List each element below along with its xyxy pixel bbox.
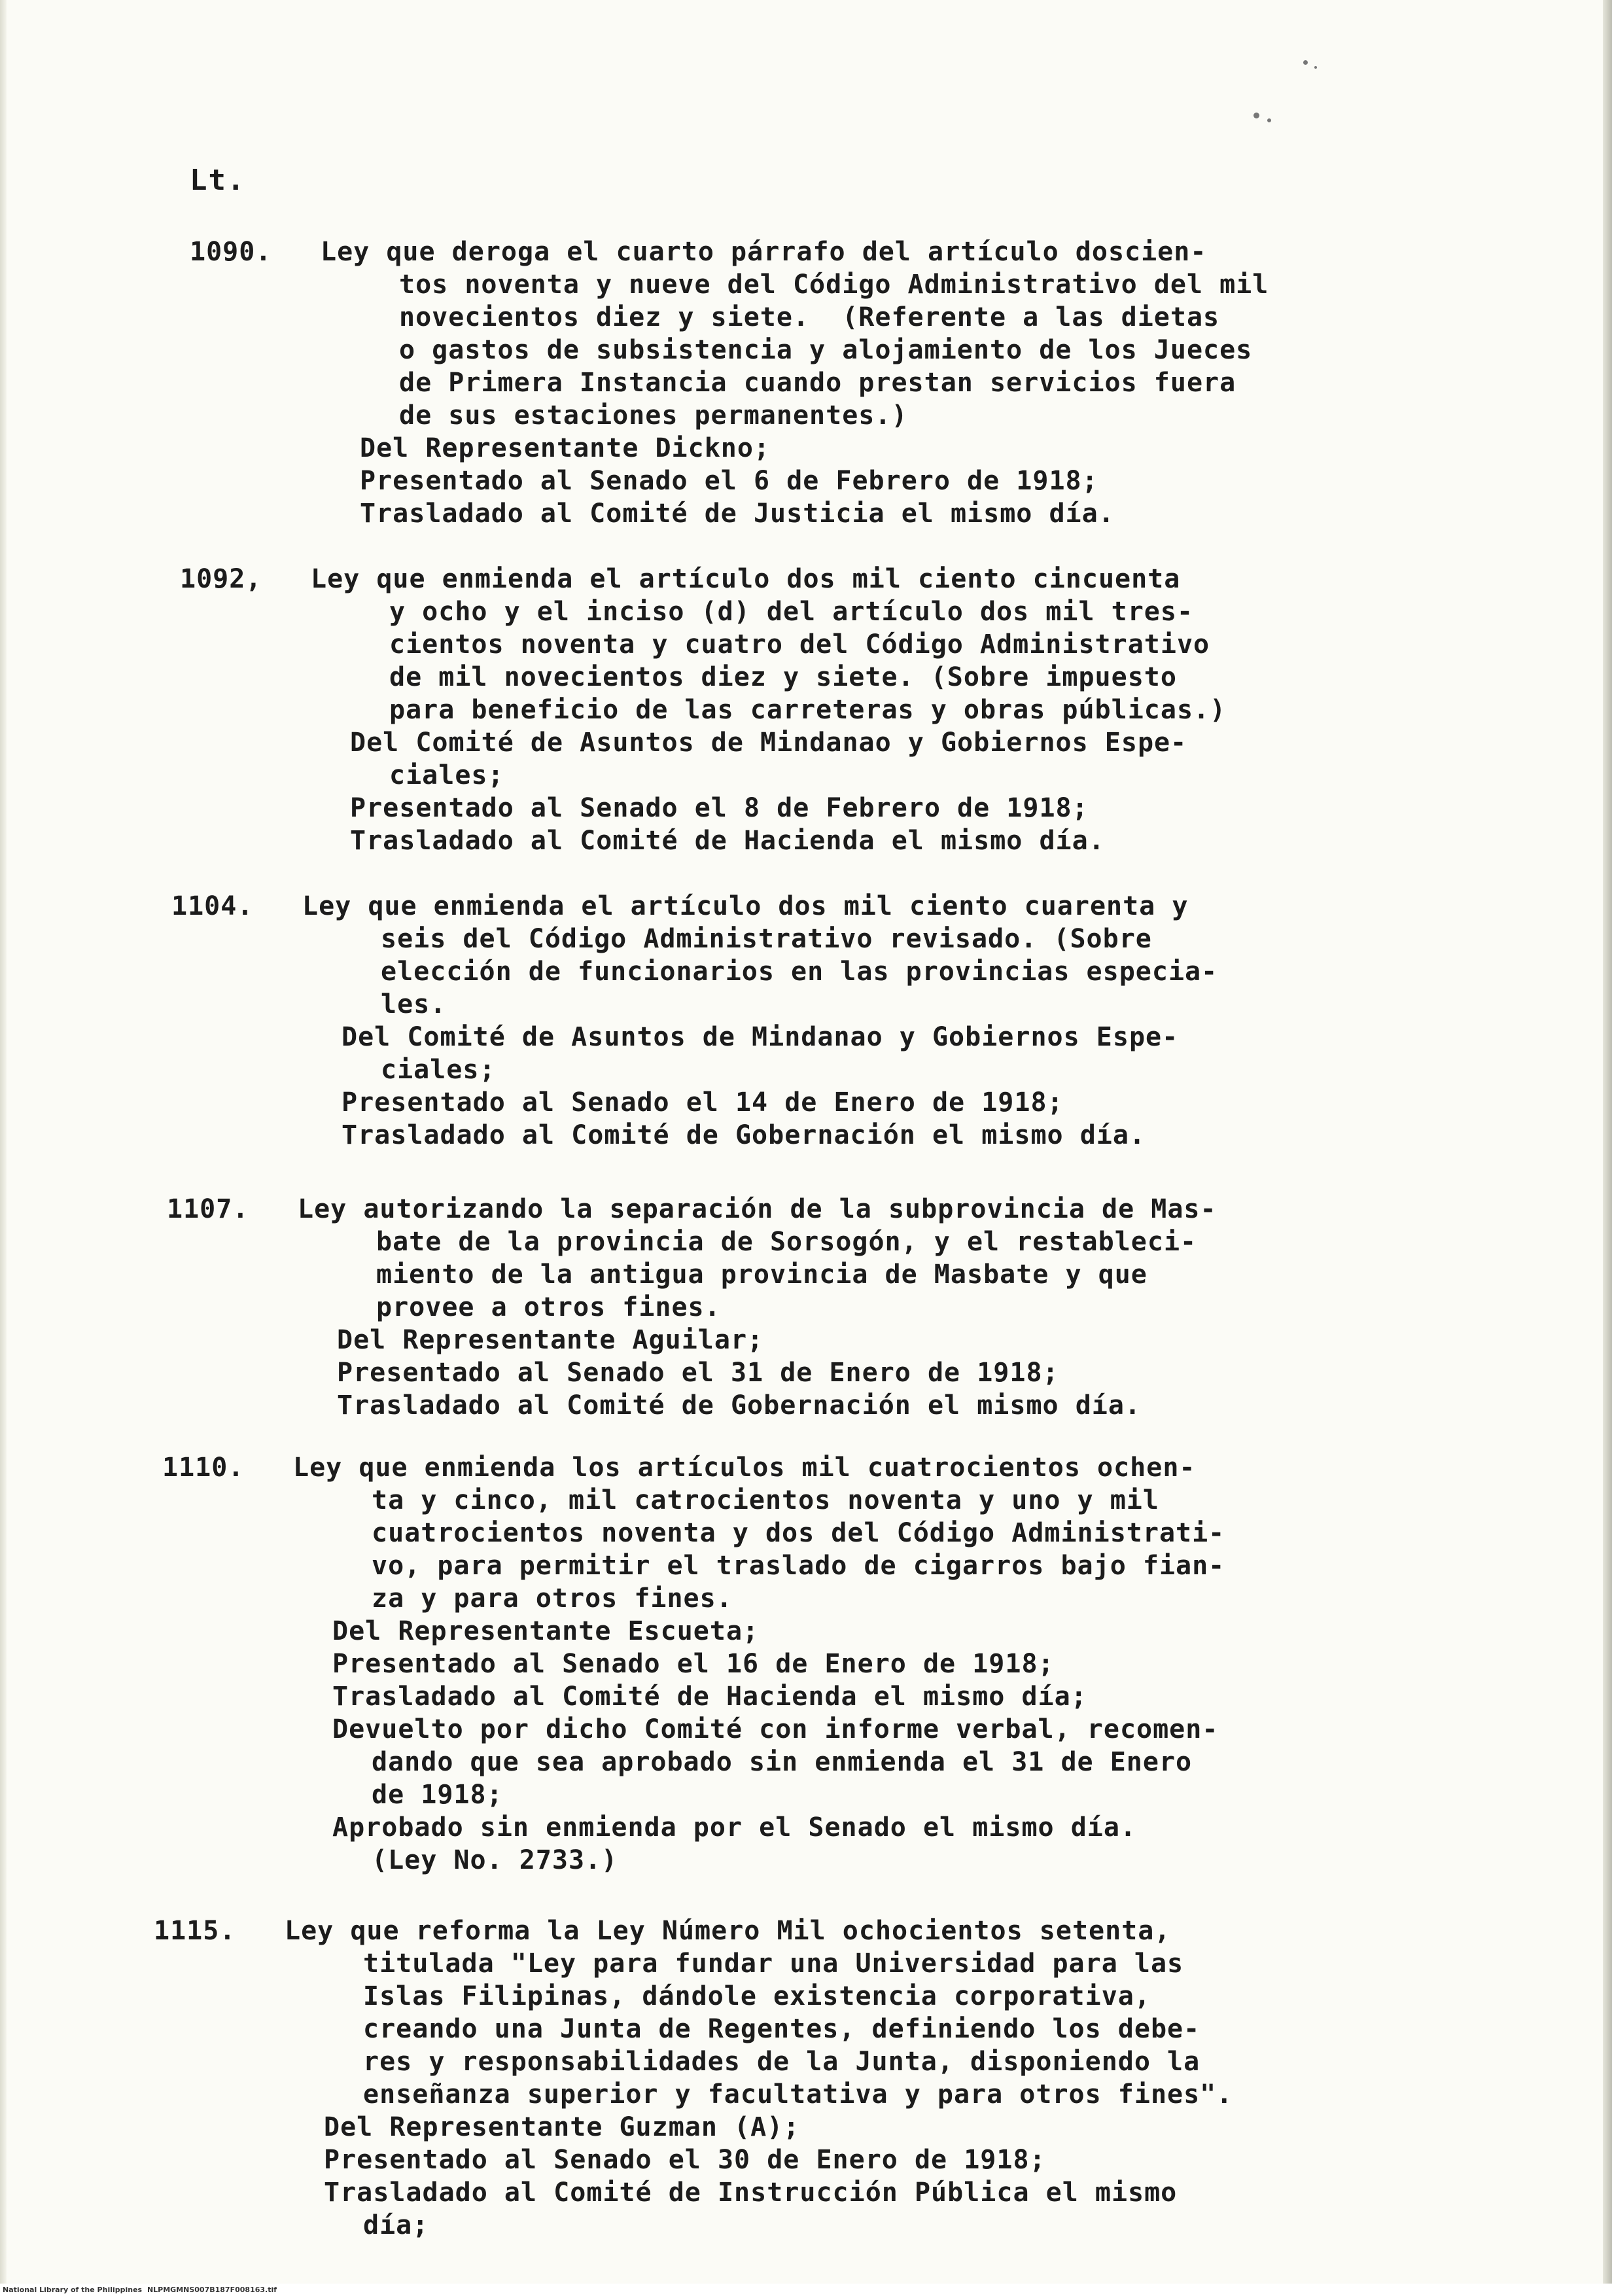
bill-title-line: Ley que reforma la Ley Número Mil ochocientos setenta, <box>285 1916 1171 1946</box>
bill-title-line: les. <box>381 989 447 1019</box>
bill-title-line: vo, para permitir el traslado de cigarros bajo fian- <box>372 1551 1225 1581</box>
bill-title-line: titulada "Ley para fundar una Universidad para las <box>363 1949 1184 1979</box>
bill-number: 1104. <box>171 891 254 921</box>
bill-action-line: Presentado al Senado el 14 de Enero de 1918; <box>342 1087 1064 1118</box>
bill-entry <box>162 1451 1458 1877</box>
footer-institution: National Library of the Philippines <box>3 2286 143 2294</box>
bill-action-line: (Ley No. 2733.) <box>372 1845 618 1875</box>
bill-action-line: Presentado al Senado el 6 de Febrero de 1918; <box>360 466 1098 496</box>
bill-action-line: Del Comité de Asuntos de Mindanao y Gobiernos Espe- <box>350 728 1187 758</box>
bill-title-line: cuatrocientos noventa y dos del Código Administrati- <box>372 1518 1225 1548</box>
bill-action-line: Trasladado al Comité de Hacienda el mismo día. <box>350 826 1105 856</box>
bill-action-line: Presentado al Senado el 31 de Enero de 1918; <box>337 1358 1059 1388</box>
bill-number: 1107. <box>167 1194 249 1224</box>
bill-title-line: enseñanza superior y facultativa y para otros fines". <box>363 2079 1233 2110</box>
bill-title-line: res y responsabilidades de la Junta, disponiendo la <box>363 2047 1200 2077</box>
bill-action-line: Presentado al Senado el 30 de Enero de 1918; <box>324 2145 1046 2175</box>
bill-title-line: elección de funcionarios en las provincias especia- <box>381 957 1218 987</box>
bill-action-line: ciales; <box>381 1055 496 1085</box>
bill-title-line: y ocho y el inciso (d) del artículo dos mil tres- <box>389 597 1194 627</box>
bill-action-line: Trasladado al Comité de Instrucción Pública el mismo <box>324 2178 1178 2208</box>
bill-entry <box>167 1193 1462 1422</box>
bill-title-line: para beneficio de las carreteras y obras públicas.) <box>389 695 1227 725</box>
bill-action-line: Del Comité de Asuntos de Mindanao y Gobiernos Espe- <box>342 1022 1179 1052</box>
bill-title-line: ta y cinco, mil catrocientos noventa y uno y mil <box>372 1485 1159 1515</box>
document-heading: Lt. <box>190 164 246 197</box>
bill-title-line: Ley que enmienda el artículo dos mil ciento cincuenta <box>311 564 1181 594</box>
bill-action-line: Presentado al Senado el 16 de Enero de 1918; <box>332 1649 1055 1679</box>
bill-action-line: de 1918; <box>372 1780 503 1810</box>
bill-action-line: Aprobado sin enmienda por el Senado el mismo día. <box>332 1812 1137 1843</box>
bill-entry <box>180 563 1475 857</box>
bill-action-line: dando que sea aprobado sin enmienda el 31 de Enero <box>372 1747 1193 1777</box>
scan-footer <box>0 2284 1612 2296</box>
bill-title-line: novecientos diez y siete. (Referente a las dietas <box>399 302 1220 332</box>
bill-title-line: de sus estaciones permanentes.) <box>399 400 908 431</box>
bill-action-line: Trasladado al Comité de Justicia el mismo día. <box>360 499 1115 529</box>
bill-action-line: día; <box>363 2210 429 2240</box>
bill-title-line: Ley que deroga el cuarto párrafo del artículo doscien- <box>321 237 1207 267</box>
bill-title-line: de Primera Instancia cuando prestan servicios fuera <box>399 368 1236 398</box>
bill-title-line: Ley autorizando la separación de la subprovincia de Mas- <box>298 1194 1217 1224</box>
bill-title-line: miento de la antigua provincia de Masbate y que <box>376 1260 1148 1290</box>
bill-number: 1110. <box>162 1453 245 1483</box>
bill-title-line: seis del Código Administrativo revisado. (Sobre <box>381 924 1152 954</box>
bill-action-line: Presentado al Senado el 8 de Febrero de 1918; <box>350 793 1089 823</box>
bill-action-line: Del Representante Aguilar; <box>337 1325 764 1355</box>
bill-action-line: Trasladado al Comité de Hacienda el mismo día; <box>332 1682 1087 1712</box>
bill-number: 1090. <box>190 237 272 267</box>
footer-file-id: NLPMGMNS007B187F008163.tif <box>147 2286 277 2294</box>
bill-title-line: tos noventa y nueve del Código Administrativo del mil <box>399 270 1269 300</box>
bill-action-line: Devuelto por dicho Comité con informe verbal, recomen- <box>332 1714 1219 1744</box>
bill-action-line: Del Representante Guzman (A); <box>324 2112 800 2142</box>
bill-title-line: Islas Filipinas, dándole existencia corporativa, <box>363 1981 1151 2011</box>
bill-title-line: za y para otros fines. <box>372 1583 733 1614</box>
bill-title-line: o gastos de subsistencia y alojamiento de los Jueces <box>399 335 1253 365</box>
bill-action-line: Del Representante Dickno; <box>360 433 771 463</box>
page-right-edge <box>1603 0 1612 2296</box>
bill-action-line: Del Representante Escueta; <box>332 1616 760 1646</box>
bill-number: 1115. <box>154 1916 236 1946</box>
bill-title-line: cientos noventa y cuatro del Código Administrativo <box>389 629 1210 660</box>
bill-title-line: bate de la provincia de Sorsogón, y el restableci- <box>376 1227 1197 1257</box>
bill-title-line: Ley que enmienda los artículos mil cuatrocientos ochen- <box>293 1453 1196 1483</box>
bill-action-line: Trasladado al Comité de Gobernación el mismo día. <box>337 1390 1142 1421</box>
bill-title-line: provee a otros fines. <box>376 1292 721 1322</box>
bill-number: 1092, <box>180 564 262 594</box>
bill-entry <box>171 890 1467 1152</box>
bill-entry <box>190 236 1485 530</box>
bill-title-line: creando una Junta de Regentes, definiendo los debe- <box>363 2014 1200 2044</box>
bill-action-line: Trasladado al Comité de Gobernación el mismo día. <box>342 1120 1146 1150</box>
bill-title-line: de mil novecientos diez y siete. (Sobre impuesto <box>389 662 1177 692</box>
bill-action-line: ciales; <box>389 760 504 790</box>
bill-title-line: Ley que enmienda el artículo dos mil ciento cuarenta y <box>302 891 1189 921</box>
bill-entry <box>154 1915 1449 2242</box>
